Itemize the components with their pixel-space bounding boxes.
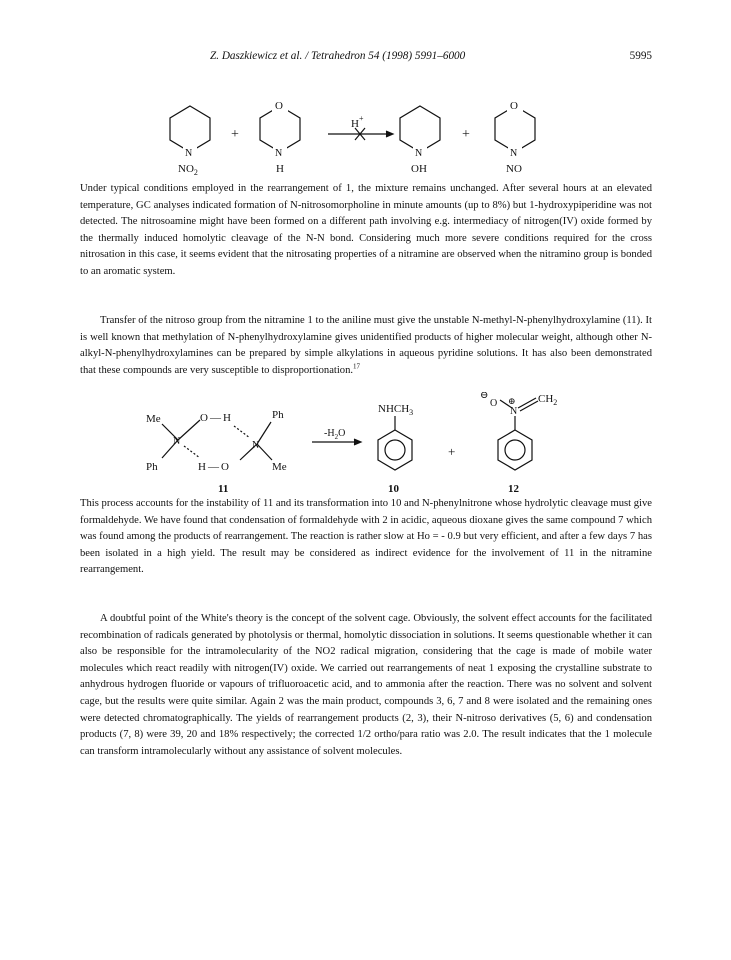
paragraph-1: Under typical conditions employed in the rearrangement of 1, the mixture remains unchanged. After several hours at an elevated temperature, GC analyses indicated formation of N-nitrosomorpholine in minute amounts (up to 8%) but 1-hydroxypiperidine was not detected. The nitrosoamine might have been formed on a different path involving e.g. intermediacy of nitrogen(IV) oxide formed by the thermally induced homolytic cleavage of the N-N bond. Considering much more severe conditions required for the cross nitrosation in this case, it seems evident that the nitrosating properties of a nitramine are observed when the nitramino group is bonded to an aromatic system. bbox=[80, 183, 652, 277]
methyl-label-1: Me bbox=[146, 413, 161, 425]
substituent-no: NO bbox=[506, 163, 522, 175]
ring-n-2: N bbox=[275, 148, 283, 159]
reaction-scheme-nitrosation bbox=[160, 94, 560, 180]
running-head: Z. Daszkiewicz et al. / Tetrahedron 54 (1998) 5991–6000 bbox=[210, 50, 466, 62]
benzene-ring-12 bbox=[498, 430, 532, 470]
benzene-ring-10 bbox=[378, 430, 412, 470]
substituent-h: H bbox=[276, 163, 284, 175]
paragraph-4: A doubtful point of the White's theory is the concept of the solvent cage. Obviously, the solvent effect accounts for the facilitated recombination of radicals generated by photolysis or thermal, homolytic dissociation in solutions. It seems questionable whether it can also be responsible for the intramolecularity of the NO2 radical migration, considering that the cage is made of mobile water molecules which react readily with nitrogen(IV) oxide. We carried out rearrangements of neat 1 exposing the crystalline substrate to anhydrous hydrogen fluoride or vapours of trifluoroacetic acid, and to ammonia after the reaction. There was no solvent and solvent cage, but the results were quite similar. Again 2 was the main product, compounds 3, 6, 7 and 8 were isolated and the remaining ones were detected chromatographically. The yields of rearrangement products (2, 3), their N-nitroso derivatives (5, 6) and condensation products (7, 8) were 39, 20 and 18% respectively; the corrected 1/2 ortho/para ratio was 2.0. The result indicates that the 1 molecule can transform intramolecularly without any assistance of solvent molecules. bbox=[80, 613, 652, 757]
o-label-nitrone: O bbox=[490, 398, 498, 409]
compound-label-11: 11 bbox=[218, 483, 229, 495]
minus-water-label: $-H_2O$ bbox=[324, 428, 346, 441]
oh-bridge-top: O — H bbox=[200, 412, 231, 424]
piperidine-ring-2 bbox=[400, 106, 440, 152]
morpholine-ring-2 bbox=[495, 106, 535, 152]
plus-charge: ⊕ bbox=[508, 396, 516, 406]
methyl-label-2: Me bbox=[272, 461, 287, 473]
running-header bbox=[80, 50, 652, 66]
plus-sign-1: + bbox=[231, 127, 239, 142]
ring-o-2: O bbox=[510, 100, 518, 112]
ring-n-4: N bbox=[510, 148, 518, 159]
piperidine-ring-1 bbox=[170, 106, 210, 152]
n-label-1: N bbox=[173, 436, 181, 447]
phenyl-label-1: Ph bbox=[272, 409, 284, 421]
n-label-2: N bbox=[252, 440, 260, 451]
paragraph-3: This process accounts for the instability of 11 and its transformation into 10 and N-phenylnitrone whose hydrolytic cleavage must give formaldehyde. We have found that condensation of formaldehyde with 2 in acidic, aqueous dioxane gives the same compound 7 which was found among the products of rearrangement. The reaction is rather slow at Ho = - 0.9 but very efficient, and after a few days 7 has been isolated in a high yield. The result may be considered as indirect evidence for the involvement of 11 in the nitramine rearrangement. bbox=[80, 498, 652, 576]
reference-17: 17 bbox=[353, 362, 361, 371]
ho-bridge-bottom: H — O bbox=[198, 461, 229, 473]
plus-sign-3: + bbox=[448, 444, 456, 459]
phenyl-label-2: Ph bbox=[146, 461, 158, 473]
paragraph-2 bbox=[80, 313, 652, 379]
substituent-oh: OH bbox=[411, 163, 427, 175]
nhch3-label: $NHCH_3$ bbox=[378, 403, 414, 417]
compound-label-12: 12 bbox=[508, 483, 519, 495]
morpholine-ring-1 bbox=[260, 106, 300, 152]
substituent-no2: $NO_2$ bbox=[178, 163, 198, 177]
page-number: 5995 bbox=[629, 50, 652, 62]
paragraph-2-text: Transfer of the nitroso group from the nitramine 1 to the aniline must give the unstable N-methyl-N-phenylhydroxylamine (11). It is well known that methylation of N-phenylhydroxylamine gives unidentified products of higher molecular weight, although other N-alkyl-N-phenylhydroxylamines can be prepared by simple alkylations in aqueous pyridine solutions. It has also been demonstrated that these compounds are very susceptible to disproportionation. bbox=[80, 315, 652, 376]
ring-o-1: O bbox=[275, 100, 283, 112]
plus-sign-2: + bbox=[462, 127, 470, 142]
ch2-label: $CH_2$ bbox=[538, 393, 558, 407]
reaction-scheme-disproportionation bbox=[140, 392, 560, 496]
n-label-nitrone: N bbox=[510, 406, 518, 417]
catalyst-label: H+ bbox=[351, 114, 364, 130]
minus-charge: ⊖ bbox=[480, 392, 489, 401]
ring-n-1: N bbox=[185, 148, 193, 159]
ring-n-3: N bbox=[415, 148, 423, 159]
compound-label-10: 10 bbox=[388, 483, 399, 495]
